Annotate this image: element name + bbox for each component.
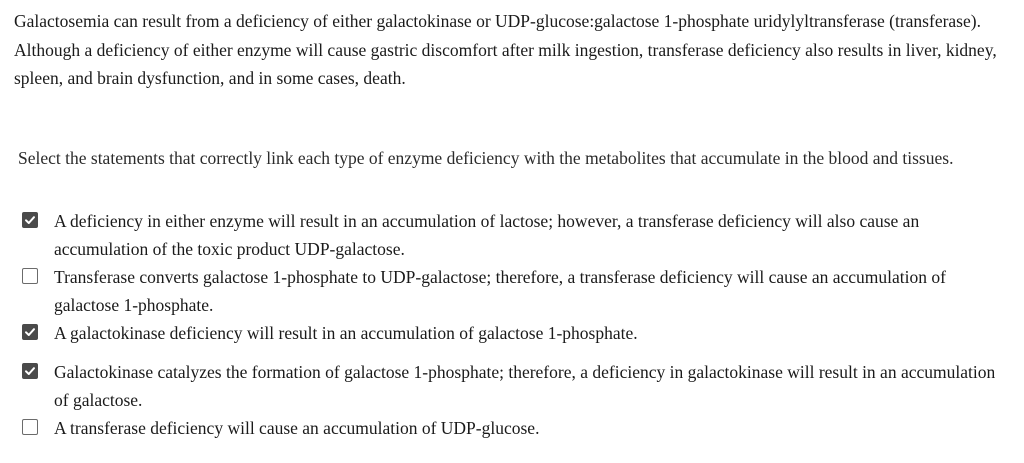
option-3-label: Galactokinase catalyzes the formation of galactose 1-phosphate; therefore, a deficiency in galactokinase will result in an accumulation of galactose.	[54, 362, 996, 410]
check-icon	[24, 365, 36, 377]
option-0-label: A deficiency in either enzyme will result in an accumulation of lactose; however, a transferase deficiency will also cause an accumulation of the toxic product UDP-galactose.	[54, 211, 920, 259]
option-0-checkbox[interactable]	[22, 212, 38, 228]
question-prompt: Select the statements that correctly link each type of enzyme deficiency with the metabolites that accumulate in the blood and tissues.	[18, 148, 954, 168]
option-4-label: A transferase deficiency will cause an accumulation of UDP-glucose.	[54, 418, 540, 438]
option-0[interactable]	[22, 207, 1012, 263]
check-icon	[24, 326, 36, 338]
option-1-checkbox[interactable]	[22, 268, 38, 284]
option-4-checkbox[interactable]	[22, 419, 38, 435]
option-1-label: Transferase converts galactose 1-phosphate to UDP-galactose; therefore, a transferase deficiency will cause an accumulation of galactose 1-phosphate.	[54, 267, 946, 315]
intro-paragraph: Galactosemia can result from a deficiency of either galactokinase or UDP-glucose:galactose 1-phosphate uridylyltransferase (transferase). Although a deficiency of either enzyme will cause gastric discomfort after milk ingestion, transferase deficiency also results in liver, kidney, spleen, and brain dysfunction, and in some cases, death.	[14, 11, 997, 88]
option-1[interactable]	[22, 263, 1012, 319]
option-3[interactable]	[22, 358, 1012, 414]
check-icon	[24, 214, 36, 226]
option-2[interactable]	[22, 319, 1012, 347]
option-4[interactable]	[22, 414, 1012, 442]
option-2-checkbox[interactable]	[22, 324, 38, 340]
option-3-checkbox[interactable]	[22, 363, 38, 379]
option-2-label: A galactokinase deficiency will result in an accumulation of galactose 1-phosphate.	[54, 323, 638, 343]
